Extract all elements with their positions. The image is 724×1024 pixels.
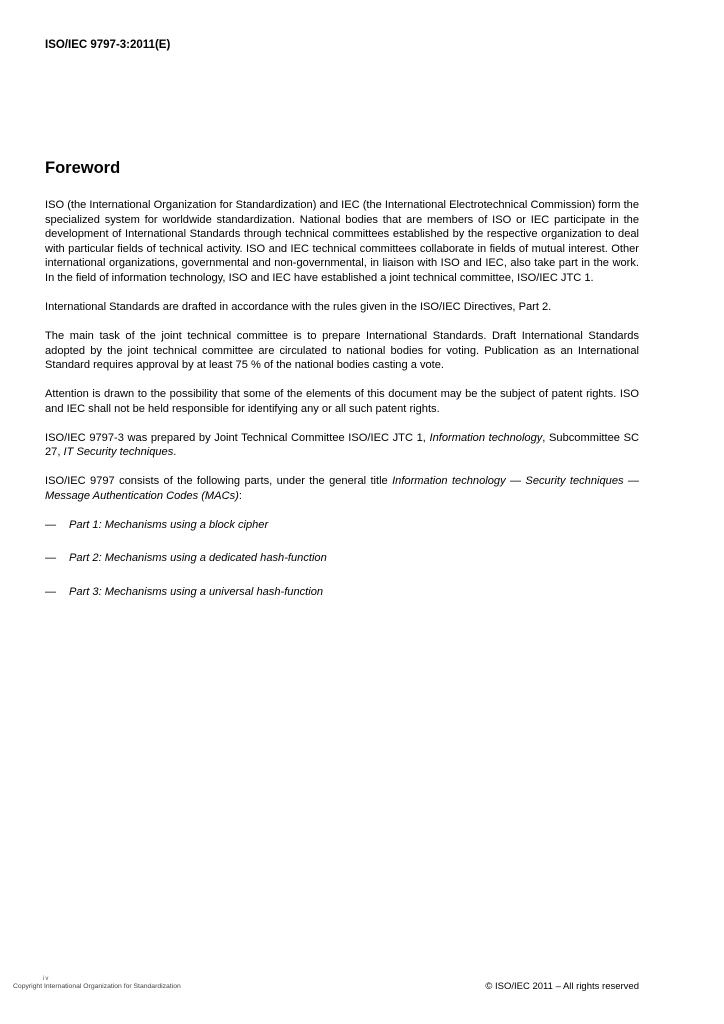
dash-marker: — [45,518,57,531]
page-number: iv [43,976,50,982]
list-item [45,585,639,600]
section-title: Foreword [45,159,121,177]
subcommittee-text: , Subcommittee SC 27, [45,431,639,459]
part-title: Part 1: Mechanisms using a block cipher [69,518,269,531]
part-title: Part 3: Mechanisms using a universal hash-function [69,585,324,598]
paragraph-main-task: The main task of the joint technical committee is to prepare International Standards. Draft International Standards adopted by the joint technical committee are circulated to national bodies for voting. Publication as an International Standard requires approval by at least 75 % of the national bodies casting a vote. [45,329,639,372]
committee-title: Information technology [429,431,543,444]
dash-marker: — [45,552,57,565]
list-item [45,551,639,566]
prepared-by-text: ISO/IEC 9797-3 was prepared by Joint Technical Committee ISO/IEC JTC 1, [45,431,430,444]
paragraph-parts-intro [45,474,639,503]
foreword-body [45,198,639,618]
list-item [45,518,639,533]
colon-text: : [238,489,242,502]
paragraph-organizations: ISO (the International Organization for Standardization) and IEC (the International Electrotechnical Commission) form the specialized system for worldwide standardization. National bodies that are members of ISO or IEC participate in the development of International Standards through technical committees established by the respective organization to deal with particular fields of technical activity. ISO and IEC technical committees collaborate in fields of mutual interest. Other international organizations, governmental and non-governmental, in liaison with ISO and IEC, also take part in the work. In the field of information technology, ISO and IEC have established a joint technical committee, ISO/IEC JTC 1. [45,199,639,284]
period-text: . [173,446,177,459]
dash-marker: — [45,585,57,598]
copyright-notice-right: © ISO/IEC 2011 – All rights reserved [485,981,639,992]
parts-list [45,518,639,599]
subcommittee-title: IT Security techniques [63,446,174,459]
document-id-header: ISO/IEC 9797-3:2011(E) [45,39,171,51]
part-title: Part 2: Mechanisms using a dedicated hash-function [69,552,327,565]
paragraph-prepared-by [45,431,639,460]
copyright-notice-left: Copyright International Organization for Standardization [13,983,181,990]
general-title: Information technology — Security techniques — Message Authentication Codes (MACs) [45,475,639,502]
parts-intro-text: ISO/IEC 9797 consists of the following parts, under the general title [45,475,393,488]
paragraph-patent-rights: Attention is drawn to the possibility that some of the elements of this document may be the subject of patent rights. ISO and IEC shall not be held responsible for identifying any or all such patent rights. [45,388,639,415]
paragraph-directives: International Standards are drafted in accordance with the rules given in the ISO/IEC Directives, Part 2. [45,300,552,313]
